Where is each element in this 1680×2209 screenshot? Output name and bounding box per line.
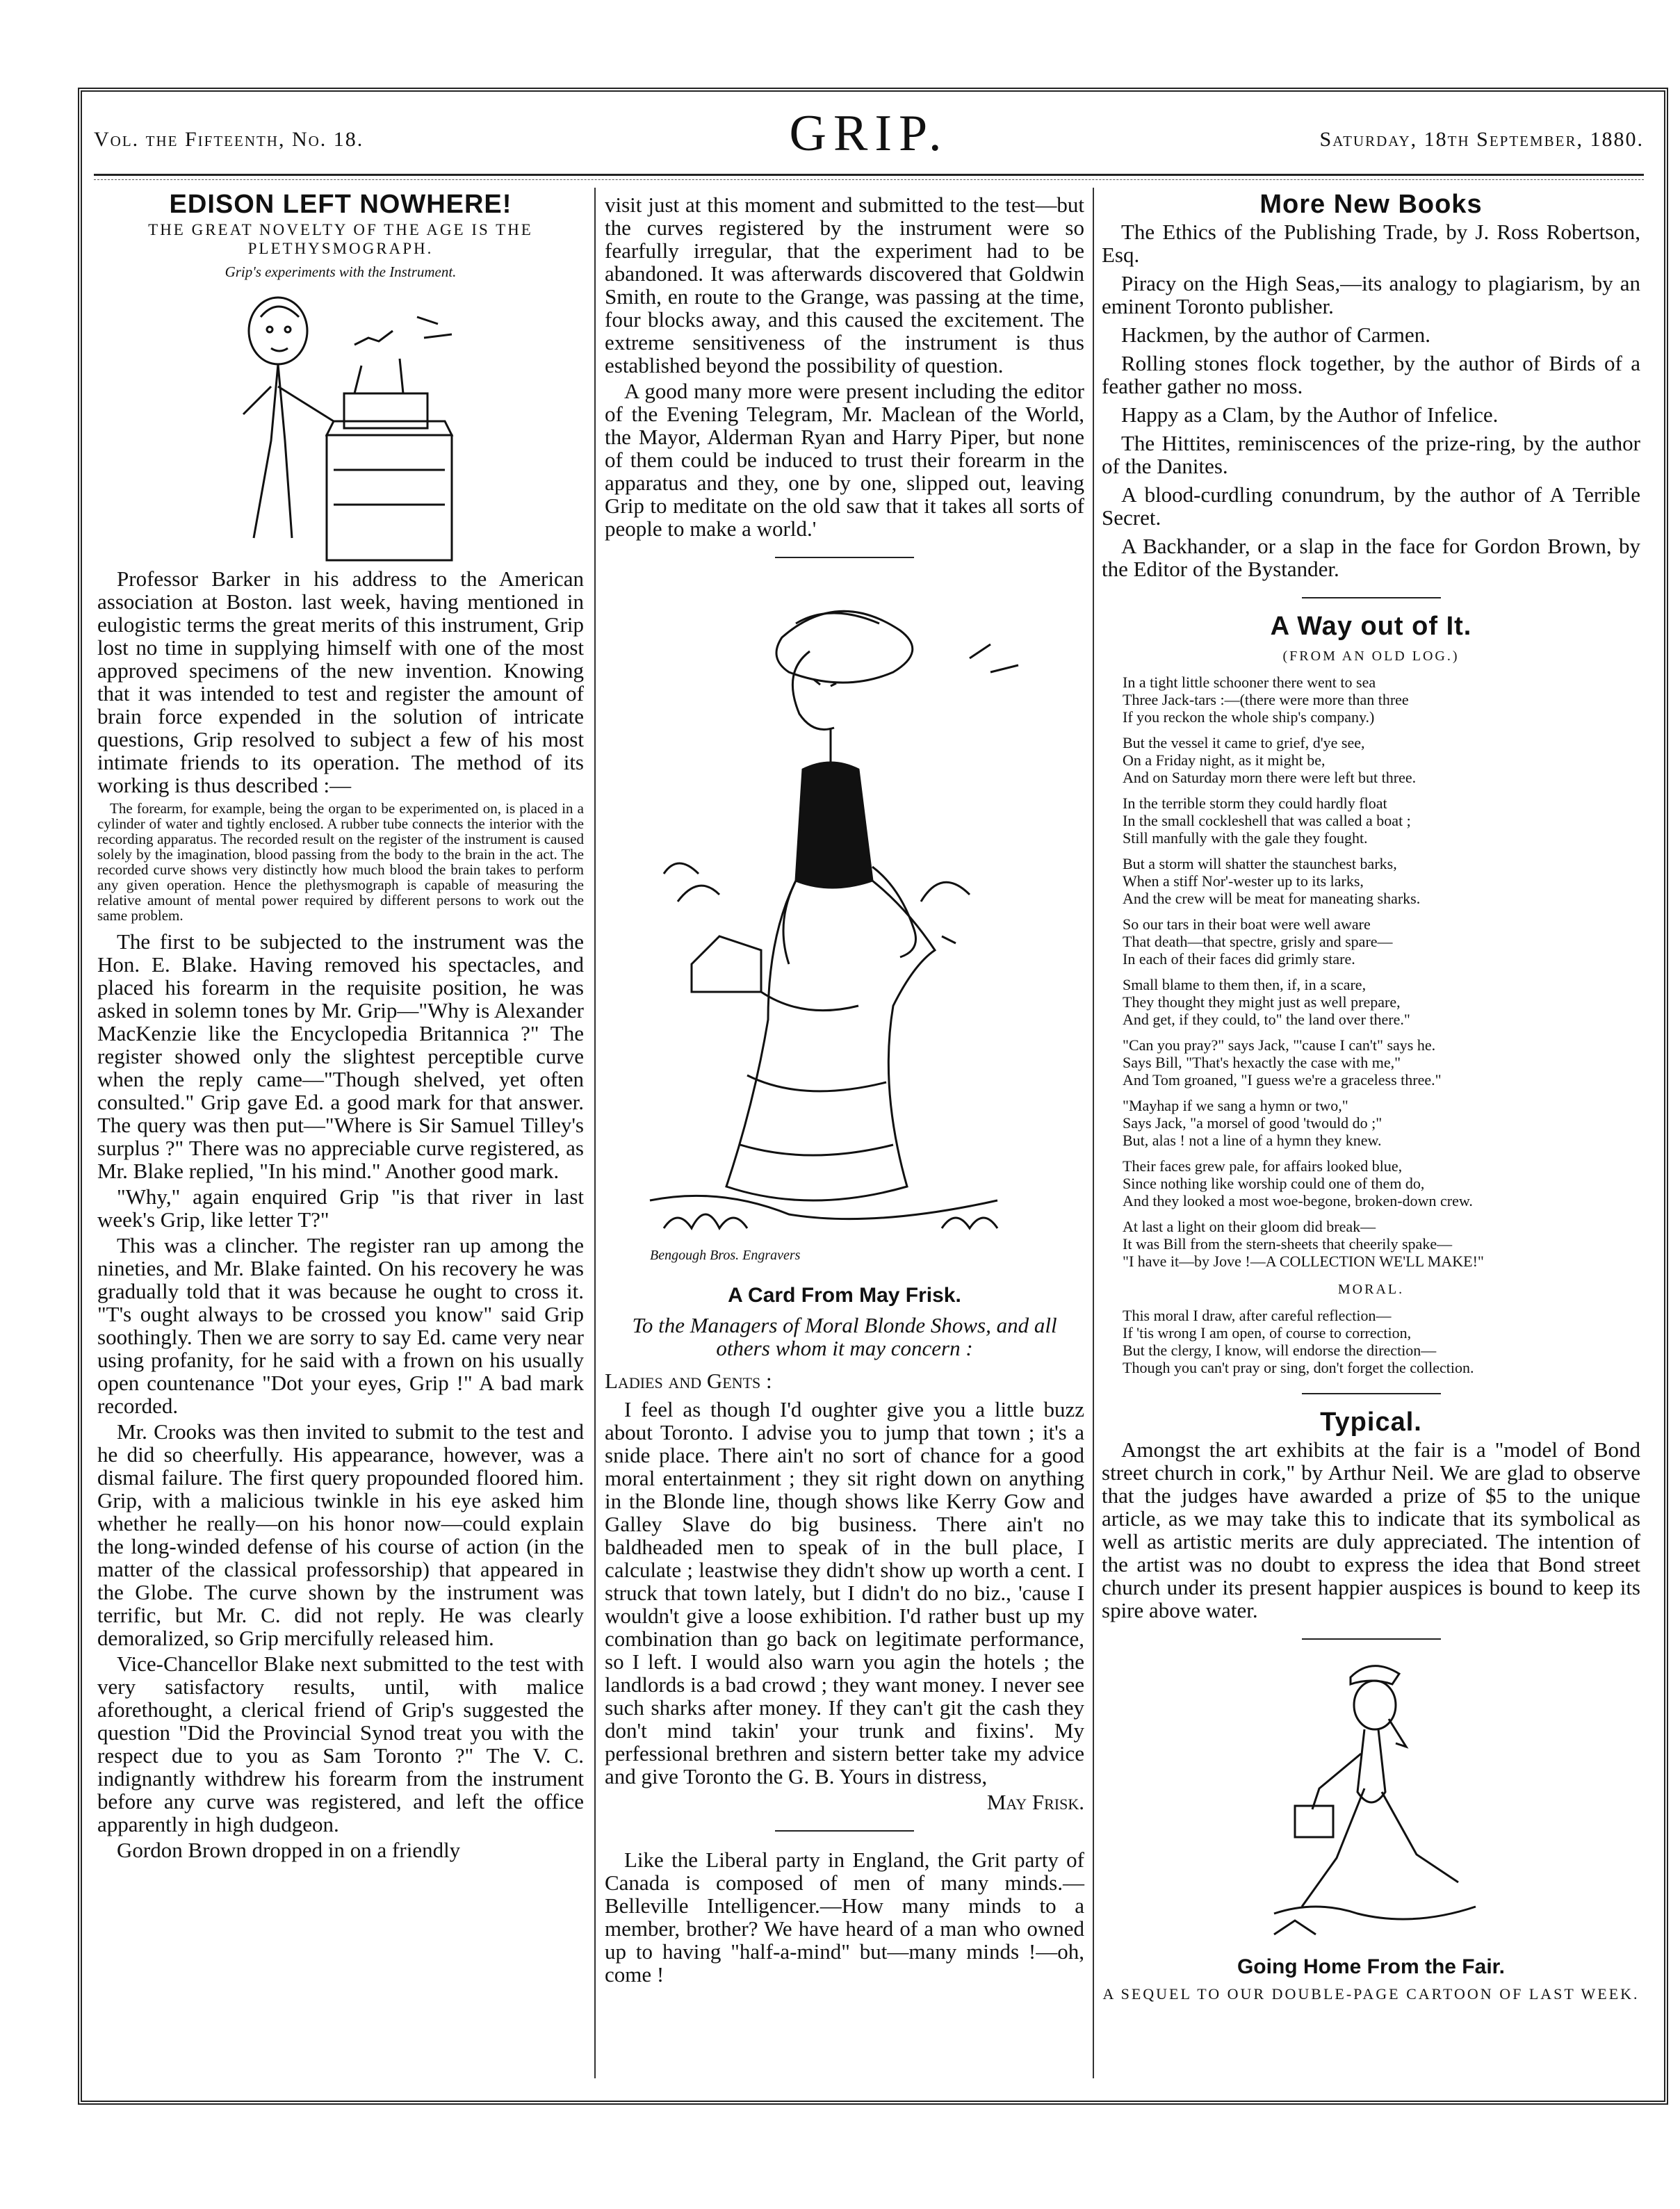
- section-divider: [775, 557, 914, 558]
- letter-body: I feel as though I'd oughter give you a little buzz about Toronto. I advise you to jump that town ; it's a snide place. There ain't no sort of chance for a good moral entertainment ; they sit right down on anything in the Blonde line, though shows like Kerry Gow and Galley Slave do big business. There ain't no baldheaded men to speak of in the bull place, I calculate ; leastwise they didn't show up worth a cent. I struck that town lately, but I didn't do no biz., 'cause I wouldn't give a loose exhibition. I'd rather bust up my combination than go back on legitimate performance, so I left. I would also warn you agin the hotels ; the landlords is a bad crowd ; they want money. I never see such sharks after money. If they can't git the cash they don't mind takin' your trunk and fixins'. My perfessional brethren and sistern better take my advice and give Toronto the G. B. Yours in distress,: [605, 1397, 1084, 1788]
- article-paragraph: Gordon Brown dropped in on a friendly: [117, 1838, 461, 1862]
- letter-salutation: Ladies and Gents :: [605, 1369, 772, 1393]
- going-home-cartoon: [1246, 1656, 1496, 1948]
- poem-line: They thought they might just as well prepare,: [1123, 993, 1401, 1011]
- article-paragraph: Mr. Crooks was then invited to submit to the test and he did so cheerfully. His appearance, however, was a dismal failure. The first query propounded floored him. Grip, with a malicious twinkle in his eye asked him whether he really—on his honor now—could explain the long-winded defense of his course of action (in the matter of the classical professorship) that appeared in the Globe. The curve shown by the instrument was terrific, but Mr. C. did not reply. He was clearly demoralized, so Grip mercifully released him.: [97, 1419, 584, 1650]
- masthead: [94, 104, 1644, 167]
- poem-line: In the terrible storm they could hardly float: [1123, 794, 1387, 812]
- typical-title: Typical.: [1320, 1408, 1422, 1437]
- masthead-rule: [94, 174, 1644, 176]
- poem-stanza: [1123, 1036, 1640, 1089]
- poem-line: Since nothing like worship could one of them do,: [1123, 1175, 1425, 1192]
- section-divider: [775, 1830, 914, 1832]
- poem-stanza: [1123, 1097, 1640, 1149]
- moral-stanza: [1123, 1307, 1640, 1376]
- poem-line: If 'tis wrong I am open, of course to correction,: [1123, 1324, 1412, 1342]
- article-paragraph: The first to be subjected to the instrument was the Hon. E. Blake. Having removed his spectacles, and placed his forearm in the requisite position, he was asked in solemn tones by Mr. Grip—"Why is Alexander MacKenzie like the Encyclopedia Britannica ?" The register showed only the slightest perceptible curve when the reply came—"Though shelved, yet often consulted." Grip gave Ed. a good mark for that answer. The query was then put—"Where is Sir Samuel Tilley's surplus ?" There was no appreciable curve registered, as Mr. Blake replied, "In his mind." Another good mark.: [97, 929, 584, 1183]
- engraver-signature: Bengough Bros. Engravers: [650, 1248, 801, 1263]
- poem-stanza: [1123, 976, 1640, 1028]
- newspaper-title: GRIP.: [789, 105, 949, 162]
- poem-line: But the clergy, I know, will endorse the direction—: [1123, 1342, 1437, 1359]
- poem-stanza: [1123, 794, 1640, 847]
- poem-line: At last a light on their gloom did break—: [1123, 1218, 1376, 1235]
- poem-line: Three Jack-tars :—(there were more than three: [1123, 691, 1409, 708]
- poem-line: It was Bill from the stern-sheets that cheerily spake—: [1123, 1235, 1453, 1253]
- article-subtitle: THE GREAT NOVELTY OF THE AGE IS THE PLETHYSMOGRAPH.: [148, 221, 533, 257]
- book-entry: Piracy on the High Seas,—its analogy to plagiarism, by an eminent Toronto publisher.: [1102, 271, 1640, 318]
- poem-stanza: [1123, 915, 1640, 968]
- poem-line: "Mayhap if we sang a hymn or two,": [1123, 1097, 1348, 1114]
- article-title: EDISON LEFT NOWHERE!: [169, 190, 512, 219]
- article-paragraph: "Why," again enquired Grip "is that river in last week's Grip, like letter T?": [97, 1184, 584, 1232]
- article-paragraph: Amongst the art exhibits at the fair is a "model of Bond street church in cork," by Arthur Neil. We are glad to observe that the judges have awarded a prize of $5 to the unique article, as we may take this to indicate that its symbolical as well as artistic merits are duly appreciated. The intention of the artist was no doubt to express the idea that Bond street church under its present happier auspices is bound to keep its spire above water.: [1102, 1437, 1640, 1622]
- article-paragraph: Like the Liberal party in England, the Grit party of Canada is composed of men of many minds.—Belleville Intelligencer.—How many minds to a member, brother? We have heard of a man who owned up to having "half-a-mind" but—many minds !—oh, come !: [605, 1848, 1084, 1987]
- poem-stanza: [1123, 1218, 1640, 1270]
- article-paragraph: Vice-Chancellor Blake next submitted to the test with very satisfactory results, until, with malice aforethought, a clerical friend of Grip's suggested the question "Did the Provincial Synod treat you with the respect due to you as Sam Toronto ?" The V. C. indignantly withdrew his forearm from the instrument before any curve was registered, and left the office apparently in high dudgeon.: [97, 1652, 584, 1836]
- poem-line: But the vessel it came to grief, d'ye see,: [1123, 734, 1365, 751]
- poem-title: A Way out of It.: [1270, 612, 1472, 641]
- poem-line: Though you can't pray or sing, don't forget the collection.: [1123, 1359, 1474, 1376]
- poem-line: When a stiff Nor'-wester up to its larks,: [1123, 872, 1364, 890]
- moral-heading: MORAL.: [1337, 1282, 1405, 1297]
- poem-subtitle: (FROM AN OLD LOG.): [1282, 649, 1460, 664]
- book-entry: Hackmen, by the author of Carmen.: [1121, 323, 1431, 347]
- article-paragraph: A good many more were present including the editor of the Evening Telegram, Mr. Maclean of the World, the Mayor, Alderman Ryan and Harry Piper, but none of them could be induced to trust their forearm in the apparatus and they, one by one, slipped out, leaving Grip to meditate on the old saw that it takes all sorts of people to make a world.': [605, 379, 1084, 541]
- article-paragraph: visit just at this moment and submitted to the test—but the curves registered by the instrument were so fearfully irregular, that the experiment had to be abandoned. It was afterwards discovered that Goldwin Smith, en route to the Grange, was passing at the time, four blocks away, and this caused the excitement. The extreme sensitiveness of the instrument is thus established beyond the possibility of question.: [605, 193, 1084, 377]
- poem-line: Says Jack, "a morsel of good 'twould do ;": [1123, 1114, 1383, 1132]
- poem-stanza: [1123, 855, 1640, 907]
- poem-line: And get, if they could, to" the land over there.": [1123, 1011, 1410, 1028]
- poem-line: But, alas ! not a line of a hymn they knew.: [1123, 1132, 1382, 1149]
- books-title: More New Books: [1259, 190, 1483, 219]
- issue-date: Saturday, 18th September, 1880.: [1319, 128, 1644, 151]
- card-intro: To the Managers of Moral Blonde Shows, and all others whom it may concern :: [632, 1313, 1057, 1360]
- poem-line: This moral I draw, after careful reflection—: [1123, 1307, 1392, 1324]
- poem-line: And on Saturday morn there were left but three.: [1123, 769, 1417, 786]
- poem-line: So our tars in their boat were well aware: [1123, 915, 1371, 933]
- book-entry: Happy as a Clam, by the Author of Infelice.: [1121, 402, 1499, 427]
- section-divider: [1302, 597, 1441, 598]
- volume-number: Vol. the Fifteenth, No. 18.: [94, 128, 364, 151]
- poem-line: That death—that spectre, grisly and spare—: [1123, 933, 1393, 950]
- section-divider: [1302, 1393, 1441, 1394]
- poem-stanza: [1123, 674, 1640, 726]
- column-divider: [594, 188, 596, 2078]
- poem-line: In each of their faces did grimly stare.: [1123, 950, 1355, 968]
- plethysmograph-cartoon: [195, 289, 487, 567]
- article-paragraph: This was a clincher. The register ran up among the nineties, and Mr. Blake fainted. On his recovery he was gradually told that it was because he ought to cross it. "T's ought always to be crossed you know" said Grip soothingly. Then we are sorry to say Ed. came very near using profanity, for he said with a frown on his usually open countenance "Dot your eyes, Grip !" A bad mark recorded.: [97, 1233, 584, 1418]
- book-entry: The Hittites, reminiscences of the prize-ring, by the author of the Danites.: [1102, 431, 1640, 478]
- poem-line: "Can you pray?" says Jack, "'cause I can't" says he.: [1123, 1036, 1436, 1054]
- poem-stanza: [1123, 734, 1640, 786]
- article-paragraph: Professor Barker in his address to the American association at Boston. last week, having mentioned in eulogistic terms the great merits of this instrument, Grip lost no time in supplying himself with one of the most approved specimens of the new invention. Knowing that it was intended to test and register the amount of brain force expended in the solution of intricate questions, Grip resolved to subject a few of his most intimate friends to its operation. The method of its working is thus described :—: [97, 566, 584, 797]
- column-divider: [1093, 188, 1094, 2078]
- section-divider: [1302, 1638, 1441, 1640]
- poem-line: But a storm will shatter the staunchest barks,: [1123, 855, 1397, 872]
- poem-line: And Tom groaned, "I guess we're a graceless three.": [1123, 1071, 1442, 1089]
- book-entry: A Backhander, or a slap in the face for Gordon Brown, by the Editor of the Bystander.: [1102, 534, 1640, 581]
- poem-line: Still manfully with the gale they fought.: [1123, 829, 1368, 847]
- poem-line: And the crew will be meat for maneating sharks.: [1123, 890, 1421, 907]
- poem-line: Small blame to them then, if, in a scare,: [1123, 976, 1367, 993]
- poem-line: On a Friday night, as it might be,: [1123, 751, 1326, 769]
- book-entry: Rolling stones flock together, by the author of Birds of a feather gather no moss.: [1102, 351, 1640, 398]
- poem-line: In the small cockleshell that was called a boat ;: [1123, 812, 1411, 829]
- poem-line: Their faces grew pale, for affairs looked blue,: [1123, 1157, 1403, 1175]
- poem-line: Says Bill, "That's hexactly the case with me,": [1123, 1054, 1401, 1071]
- card-title: A Card From May Frisk.: [728, 1284, 961, 1307]
- book-entry: The Ethics of the Publishing Trade, by J. Ross Robertson, Esq.: [1102, 220, 1640, 267]
- poem-stanza: [1123, 1157, 1640, 1209]
- article-quote: The forearm, for example, being the organ to be experimented on, is placed in a cylinder of water and tightly enclosed. A rubber tube connects the interior with the recording apparatus. The recorded result on the register of the instrument is caused solely by the imagination, blood passing from the body to the brain in the act. The recorded curve shows very distinctly how much blood the brain takes to perform any given operation. Hence the plethysmograph is capable of measuring the relative amount of mental power required by different persons to work out the same problem.: [97, 800, 584, 924]
- poem-line: If you reckon the whole ship's company.): [1123, 708, 1375, 726]
- column-3: [1102, 190, 1640, 2003]
- book-entry: A blood-curdling conundrum, by the author of A Terrible Secret.: [1102, 482, 1640, 530]
- poem-line: And they looked a most woe-begone, broken-down crew.: [1123, 1192, 1473, 1209]
- cartoon-subcaption: A SEQUEL TO OUR DOUBLE-PAGE CARTOON OF LAST WEEK.: [1102, 1985, 1640, 2003]
- cartoon-caption: Going Home From the Fair.: [1237, 1955, 1506, 1978]
- may-frisk-illustration: [622, 575, 1067, 1277]
- poem-line: In a tight little schooner there went to sea: [1123, 674, 1376, 691]
- column-2: [605, 193, 1084, 1989]
- masthead-rule-dashed: [94, 179, 1644, 180]
- letter-signature: May Frisk.: [986, 1790, 1084, 1814]
- poem-line: "I have it—by Jove !—A COLLECTION WE'LL MAKE!": [1123, 1253, 1484, 1270]
- illustration-caption: Grip's experiments with the Instrument.: [225, 263, 457, 280]
- column-1: [97, 190, 584, 1864]
